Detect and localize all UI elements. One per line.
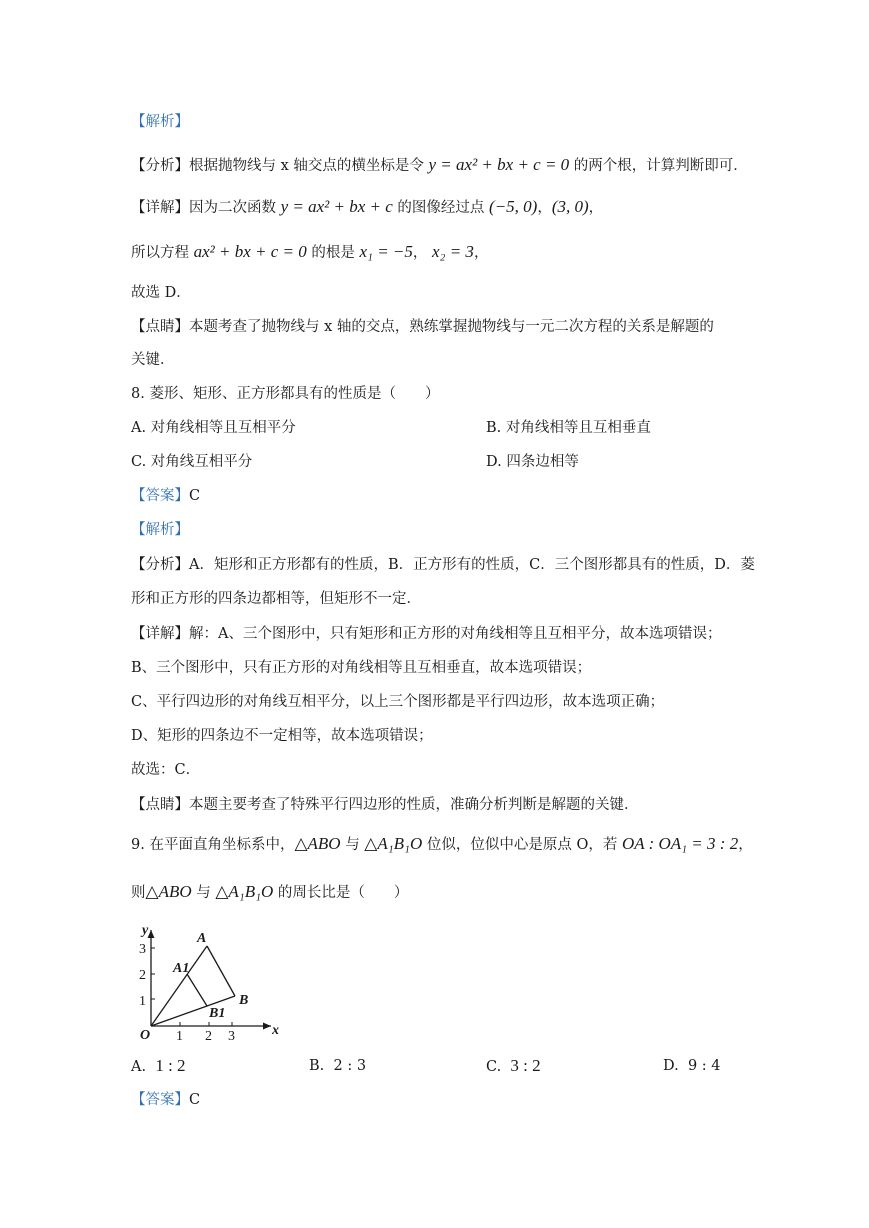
roots-end: ，: [473, 245, 489, 261]
q9-option-b-value: 2 : 3: [333, 1058, 367, 1074]
y-tick-3: 3: [139, 942, 146, 957]
roots-line: [131, 242, 488, 263]
q9-option-a-label: A.: [131, 1059, 147, 1075]
q8-answer-tag: 【答案】: [131, 488, 189, 504]
fenxi-tag: 【分析】: [131, 158, 189, 174]
q8-xiangjie-c: C、平行四边形的对角线互相平分，以上三个图形都是平行四边形，故本选项正确；: [131, 694, 665, 710]
q9-line2-text: 则: [131, 885, 146, 901]
q8-stem: 8. 菱形、矩形、正方形都具有的性质是（ ）: [131, 386, 440, 402]
q8-dianjing-tag: 【点睛】: [131, 797, 189, 813]
x-tick-3: 3: [228, 1029, 235, 1042]
point-b-label: B: [239, 993, 249, 1008]
dianjing-tag: 【点睛】: [131, 319, 189, 335]
q9-option-d: [663, 1056, 721, 1076]
point-a1-label: A1: [173, 961, 190, 976]
q8-fenxi-text: A．矩形和正方形都有的性质，B．正方形有的性质，C．三个图形都具有的性质，D．菱: [189, 557, 755, 573]
q9-option-d-value: 9 : 4: [687, 1058, 721, 1074]
q8-xiangjie-line: [131, 624, 721, 644]
q8-dianjing-text: 本题主要考查了特殊平行四边形的性质，准确分析判断是解题的关键．: [189, 797, 639, 813]
point-b1-label: B1: [209, 1006, 226, 1021]
q9-answer: C: [189, 1092, 201, 1108]
xiangjie-text2: 的图像经过点: [397, 200, 485, 216]
q8-option-d: D. 四条边相等: [486, 454, 579, 470]
q8-fenxi-line-2: 形和正方形的四条边都相等，但矩形不一定．: [131, 591, 421, 607]
q9-stem-text: 9. 在平面直角坐标系中，: [131, 837, 295, 853]
q8-fenxi-tag: 【分析】: [131, 557, 189, 573]
root-x1: x₁ = −5: [359, 242, 413, 261]
point-2: (3, 0): [551, 197, 589, 216]
x-axis-label: x: [272, 1023, 279, 1038]
q8-answer-line: [131, 486, 200, 506]
q9-option-c: [486, 1056, 541, 1077]
q9-line2-yu: 与: [196, 885, 211, 901]
q8-jiexi-line: [131, 520, 189, 540]
separator-end: ，: [588, 200, 604, 216]
fenxi-text-end: 的两个根，计算判断即可．: [573, 158, 748, 174]
q9-option-a-value: 1 : 2: [155, 1056, 186, 1075]
point-1: (−5, 0): [489, 197, 538, 216]
segment-ab: [207, 946, 235, 996]
q9-option-a: [131, 1056, 186, 1077]
segment-a1b1: [187, 974, 207, 1006]
q8-jiexi-tag: 【解析】: [131, 522, 189, 538]
xiangjie-text: 因为二次函数: [189, 200, 276, 216]
xiangjie-line: [131, 197, 603, 218]
xiangjie-tag: 【详解】: [131, 200, 189, 216]
y-axis-arrow: [148, 930, 155, 938]
q9-option-b-label: B.: [309, 1058, 325, 1074]
q8-xiangjie-a: 解：A、三个图形中，只有矩形和正方形的对角线相等且互相平分，故本选项错误；: [189, 626, 722, 642]
q8-fenxi-line: [131, 555, 755, 575]
point-a-label: A: [197, 931, 207, 946]
dianjing-line-2: 关键．: [131, 352, 175, 368]
segment-oa: [151, 946, 207, 1026]
q8-xiangjie-tag: 【详解】: [131, 626, 189, 642]
q8-choose: 故选：C．: [131, 762, 201, 778]
root-x2: x₂ = 3: [432, 242, 474, 261]
q9-option-c-label: C.: [486, 1059, 502, 1075]
q8-option-b: B. 对角线相等且互相垂直: [486, 420, 651, 436]
fenxi-line: [131, 155, 748, 176]
q8-xiangjie-b: B、三个图形中，只有正方形的对角线相等且互相垂直，故本选项错误；: [131, 660, 592, 676]
roots-comma: ，: [412, 245, 428, 261]
triangle-a1b1o: △A₁B₁O: [364, 834, 423, 853]
q8-option-c: C. 对角线互相平分: [131, 454, 253, 470]
q8-xiangjie-d: D、矩形的四条边不一定相等，故本选项错误；: [131, 728, 433, 744]
triangle-a1b1o-2: △A₁B₁O: [215, 882, 274, 901]
y-tick-2: 2: [139, 968, 146, 983]
x-tick-2: 2: [205, 1029, 212, 1042]
q9-yu: 与: [345, 837, 360, 853]
triangle-abo: △ABO: [294, 834, 341, 853]
q9-answer-tag: 【答案】: [131, 1092, 189, 1108]
x-axis-arrow: [263, 1023, 271, 1030]
x-tick-1: 1: [176, 1029, 183, 1042]
q9-stem-end: ，: [738, 837, 753, 853]
jiexi-tag: 【解析】: [131, 114, 189, 130]
q9-stem-line-2: [131, 882, 408, 903]
coordinate-figure: [131, 924, 281, 1042]
q9-stem: [131, 834, 753, 855]
q8-option-a: A. 对角线相等且互相平分: [131, 420, 296, 436]
roots-text2: 的根是: [311, 245, 355, 261]
roots-text: 所以方程: [131, 245, 189, 261]
y-axis-label: y: [142, 924, 149, 938]
q9-option-d-label: D.: [663, 1058, 679, 1074]
fenxi-text: 根据抛物线与 x 轴交点的横坐标是令: [189, 158, 424, 174]
q9-answer-line: [131, 1090, 200, 1110]
q8-answer: C: [189, 488, 201, 504]
ratio: OA : OA₁ = 3 : 2: [621, 834, 739, 853]
dianjing-text: 本题考查了抛物线与 x 轴的交点，熟练掌握抛物线与一元二次方程的关系是解题的: [189, 319, 714, 335]
equation: ax² + bx + c = 0: [193, 242, 307, 261]
q8-dianjing-line: [131, 795, 639, 815]
q9-line2-text2: 的周长比是（ ）: [277, 885, 409, 901]
triangle-abo-2: △ABO: [145, 882, 192, 901]
q9-option-c-value: 3 : 2: [510, 1056, 541, 1075]
q9-option-b: [309, 1056, 366, 1076]
separator: ，: [537, 200, 552, 216]
origin-label: O: [140, 1028, 151, 1042]
q9-stem-text2: 位似，位似中心是原点 O，若: [426, 837, 618, 853]
quadratic-function: y = ax² + bx + c: [280, 197, 393, 216]
choose-line: 故选 D．: [131, 285, 191, 301]
dianjing-line: [131, 317, 714, 337]
fenxi-equation: y = ax² + bx + c = 0: [428, 155, 570, 174]
jiexi-heading: [131, 112, 189, 132]
y-tick-1: 1: [139, 994, 146, 1009]
